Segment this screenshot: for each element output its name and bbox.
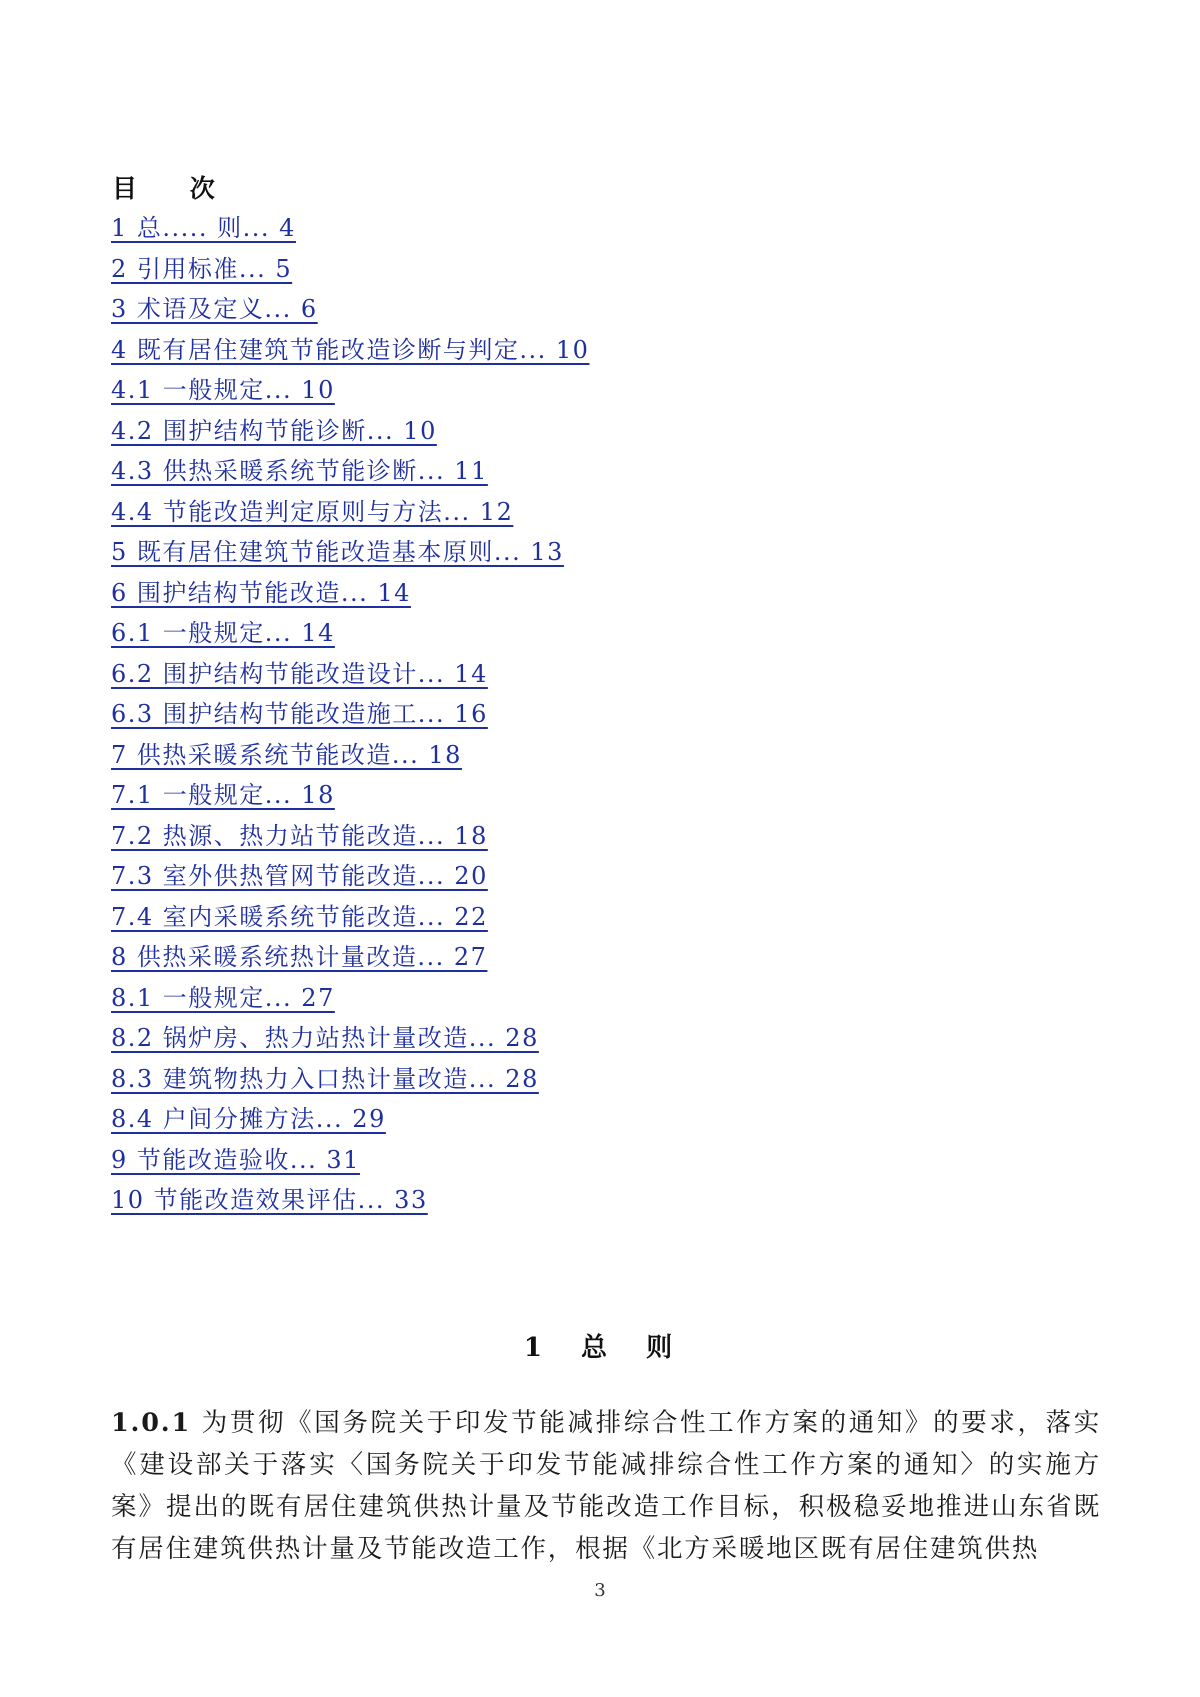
toc-entry [111, 939, 589, 980]
toc-link[interactable]: 10 节能改造效果评估... 33 [111, 1186, 428, 1214]
toc-entry [111, 858, 589, 899]
toc-link[interactable]: 6.3 围护结构节能改造施工... 16 [111, 700, 488, 728]
toc-entry [111, 534, 589, 575]
page-number: 3 [594, 1580, 606, 1601]
toc-link[interactable]: 8.2 锅炉房、热力站热计量改造... 28 [111, 1024, 539, 1052]
toc-link[interactable]: 4.3 供热采暖系统节能诊断... 11 [111, 457, 488, 485]
toc-entry [111, 1182, 589, 1223]
toc-entry [111, 372, 589, 413]
toc-link[interactable]: 8.1 一般规定... 27 [111, 983, 335, 1012]
toc-entry [111, 413, 589, 454]
toc-link[interactable]: 6 围护结构节能改造... 14 [111, 578, 411, 607]
body-paragraph [111, 1402, 1101, 1570]
toc-link[interactable]: 9 节能改造验收... 31 [111, 1145, 360, 1174]
toc-link[interactable]: 2 引用标准... 5 [111, 254, 293, 283]
toc-entry [111, 737, 589, 778]
toc-entry [111, 251, 589, 292]
toc-link[interactable]: 8.4 户间分摊方法... 29 [111, 1105, 386, 1133]
toc-entry [111, 453, 589, 494]
toc-link[interactable]: 6.2 围护结构节能改造设计... 14 [111, 659, 488, 688]
toc-entry [111, 575, 589, 616]
toc-link[interactable]: 1 总..... 则... 4 [111, 214, 296, 242]
toc-entry [111, 494, 589, 535]
toc-link[interactable]: 3 术语及定义... 6 [111, 295, 318, 323]
toc-entry [111, 1142, 589, 1183]
clause-number: 1.0.1 [111, 1408, 191, 1438]
toc-link[interactable]: 4.1 一般规定... 10 [111, 376, 335, 404]
toc-link[interactable]: 8.3 建筑物热力入口热计量改造... 28 [111, 1064, 539, 1093]
toc-entry [111, 1101, 589, 1142]
toc-link[interactable]: 7.3 室外供热管网节能改造... 20 [111, 862, 488, 890]
toc-link[interactable]: 7.2 热源、热力站节能改造... 18 [111, 821, 488, 850]
toc-entry [111, 291, 589, 332]
toc-link[interactable]: 7.4 室内采暖系统节能改造... 22 [111, 902, 488, 931]
toc-link[interactable]: 4 既有居住建筑节能改造诊断与判定... 10 [111, 335, 590, 364]
paragraph-text: 为贯彻《国务院关于印发节能减排综合性工作方案的通知》的要求，落实《建设部关于落实〈国务院关于印发节能减排综合性工作方案的通知〉的实施方案》提出的既有居住建筑供热计量及节能改造工作目标，积极稳妥地推进山东省既有居住建筑供热计量及节能改造工作，根据《北方采暖地区既有居住建筑供热 [111, 1408, 1101, 1564]
toc-link[interactable]: 4.2 围护结构节能诊断... 10 [111, 416, 437, 445]
toc-entry [111, 696, 589, 737]
toc-heading: 目 次 [112, 174, 237, 203]
chapter-title: 1 总 则 [523, 1333, 677, 1363]
toc-entry [111, 1020, 589, 1061]
toc-link[interactable]: 4.4 节能改造判定原则与方法... 12 [111, 497, 514, 526]
toc-link[interactable]: 8 供热采暖系统热计量改造... 27 [111, 943, 488, 971]
toc-link[interactable]: 6.1 一般规定... 14 [111, 619, 335, 647]
toc-entry [111, 210, 589, 251]
toc-entry [111, 615, 589, 656]
toc-entry [111, 980, 589, 1021]
toc-link[interactable]: 7 供热采暖系统节能改造... 18 [111, 740, 462, 769]
toc-entry [111, 777, 589, 818]
toc-entry [111, 899, 589, 940]
table-of-contents [111, 210, 589, 1223]
toc-entry [111, 332, 589, 373]
toc-entry [111, 656, 589, 697]
toc-link[interactable]: 5 既有居住建筑节能改造基本原则... 13 [111, 538, 564, 566]
toc-entry [111, 1061, 589, 1102]
toc-link[interactable]: 7.1 一般规定... 18 [111, 781, 335, 809]
toc-entry [111, 818, 589, 859]
